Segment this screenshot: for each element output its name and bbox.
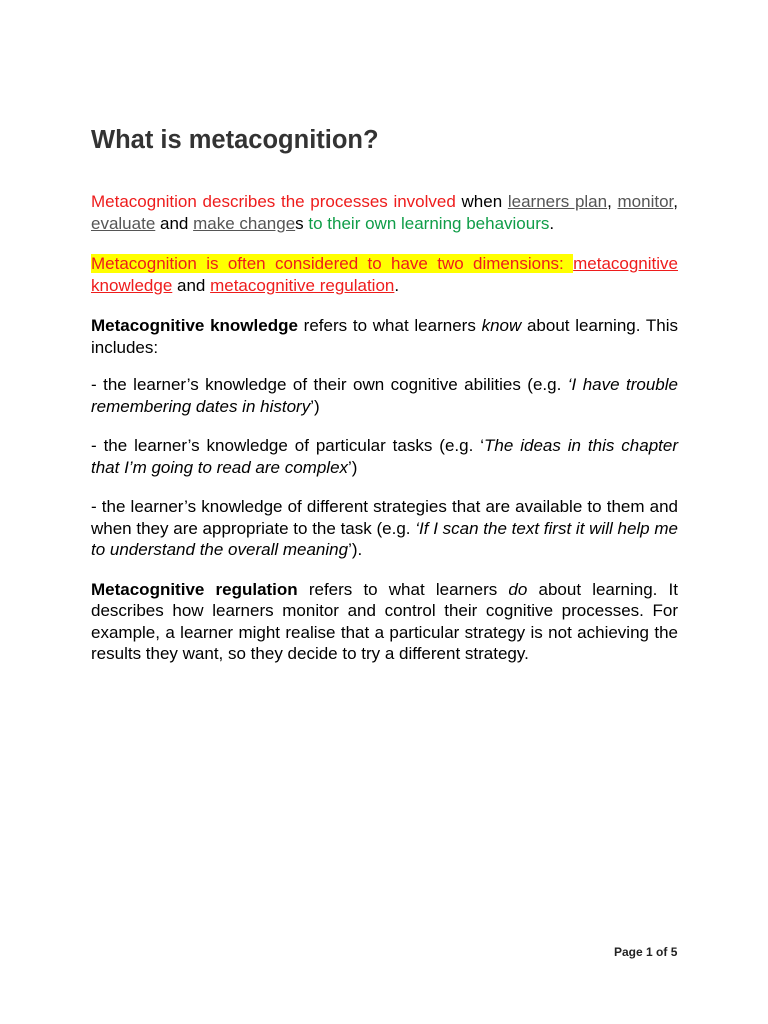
text-run: ’) — [310, 396, 320, 416]
dimensions-highlight: Metacognition is often considered to have two dimensions: — [91, 254, 574, 273]
text-run: about learning. It describes how learners monitor and control their cognitive processes. For example, a learner might realise that a particular strategy is not achieving the results they want, so they decide to try a different strategy. — [91, 579, 679, 663]
knowledge-heading: Metacognitive knowledge — [91, 316, 298, 335]
page-label: Page — [614, 945, 647, 959]
text-run: ’) — [348, 457, 358, 477]
emphasis-know: know — [481, 316, 522, 335]
page-title: What is metacognition? — [91, 126, 379, 154]
definition-lead: Metacognition describes the processes involved — [91, 192, 456, 211]
definition-tail: to their own learning behaviours — [303, 213, 550, 233]
text-run: and — [155, 213, 194, 233]
term-evaluate: evaluate — [91, 213, 156, 233]
bullet-text: - the learner’s knowledge of parti — [91, 436, 349, 455]
current-page: 1 — [646, 945, 653, 959]
total-pages: 5 — [670, 945, 678, 959]
text-run: when — [455, 192, 508, 211]
definition-paragraph — [91, 191, 678, 234]
emphasis-do: do — [508, 579, 528, 599]
text-run: refers to what learners — [297, 579, 509, 599]
bullet-text: - the learner’s knowledge of different strategies that are available to — [91, 497, 602, 516]
text-run: ’). — [348, 540, 363, 559]
term-metacognitive-regulation: metacognitive regulation — [210, 275, 395, 295]
text-run: about learning. This includes: — [91, 316, 679, 357]
text-run: and — [172, 275, 211, 295]
term-metacognitive-knowledge: metacognitive knowledge — [91, 254, 678, 295]
text-run: cular tasks (e.g. ‘ — [348, 436, 484, 455]
bullet-item — [91, 374, 678, 417]
term-learners-plan: learners plan — [507, 192, 608, 211]
page-number — [614, 945, 677, 959]
page-content — [91, 120, 678, 685]
term-monitor: monitor — [617, 192, 674, 211]
regulation-paragraph — [91, 579, 678, 665]
text-run: , — [673, 192, 678, 211]
text-run: , — [607, 192, 618, 211]
text-run: . — [549, 213, 555, 233]
text-run: s — [295, 213, 304, 233]
bullet-example: The ideas in this chapter that I’m going to read are complex — [91, 436, 678, 477]
text-run: . — [394, 275, 400, 295]
regulation-heading: Metacognitive regulation — [91, 579, 298, 599]
bullet-example: ‘If I scan the text first it will help me to understand the overall meaning — [91, 518, 678, 559]
page-of: of — [652, 945, 671, 959]
bullet-example: ‘I have trouble remembering dates in history — [91, 375, 678, 416]
bullet-item — [91, 435, 678, 478]
term-make-changes: make change — [193, 213, 296, 233]
text-run: them and when they are appropriate to the task (e.g. — [91, 497, 679, 538]
bullet-item — [91, 496, 678, 561]
dimensions-paragraph — [91, 253, 678, 296]
bullet-text: - the learner’s knowledge of their own cognitive abilities (e.g. — [91, 375, 568, 394]
text-run: refers to what learners — [297, 316, 482, 335]
knowledge-paragraph — [91, 315, 678, 358]
